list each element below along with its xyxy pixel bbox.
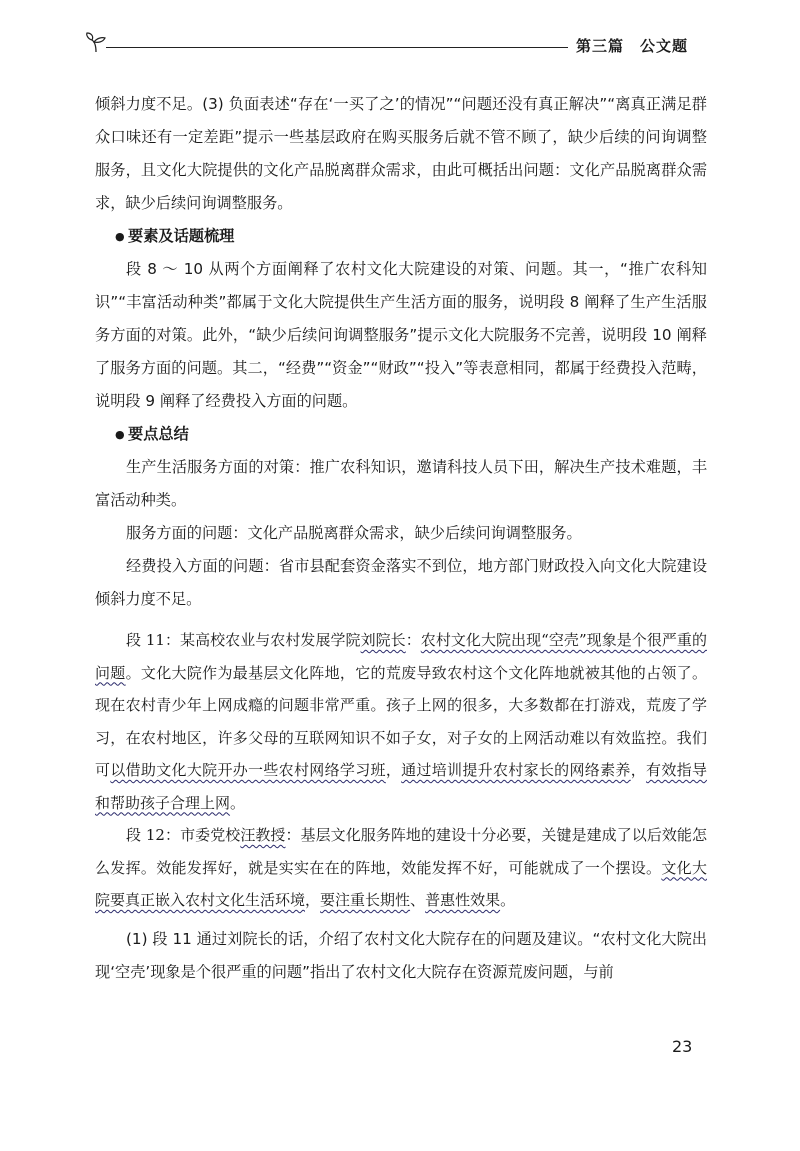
- header-rule: [106, 47, 568, 48]
- heading-summary: ● 要点总结: [95, 418, 707, 451]
- material-section: [95, 624, 707, 917]
- page-number: 23: [672, 1037, 693, 1056]
- underlined-phrase: 有效指导和帮助孩子合理上网: [95, 761, 707, 812]
- section-title: 第三篇 公文题: [576, 37, 689, 55]
- page-content: [95, 88, 707, 989]
- summary-service: 服务方面的问题：文化产品脱离群众需求，缺少后续问询调整服务。: [126, 524, 582, 542]
- summary-production: 生产生活服务方面的对策：推广农科知识，邀请科技人员下田，解决生产技术难题，丰富活动种类。: [95, 458, 707, 509]
- underlined-phrase: 通过培训提升农村家长的网络素养: [401, 761, 631, 779]
- material-paragraph-12: 段 12：市委党校汪教授：基层文化服务阵地的建设十分必要，关键是建成了以后效能怎么发挥。效能发挥好，就是实实在在的阵地，效能发挥不好，可能就成了一个摆设。文化大院要真正嵌入农村文化生活环境，要注重长期性、普惠性效果。: [95, 826, 707, 909]
- underlined-phrase: 农村文化大院出现“空壳”现象是个很严重的问题: [95, 631, 707, 682]
- speaker-liu: 刘院长: [360, 631, 406, 649]
- heading-elements: ● 要素及话题梳理: [95, 220, 707, 253]
- paragraph-continued: 倾斜力度不足。(3) 负面表述“存在‘一买了之’的情况”“问题还没有真正解决”“离真正满足群众口味还有一定差距”提示一些基层政府在购买服务后就不管不顾了，缺少后续的问询调整服务，且文化大院提供的文化产品脱离群众需求，由此可概括出问题：文化产品脱离群众需求，缺少后续问询调整服务。: [95, 95, 707, 212]
- underlined-phrase: 普惠性效果: [425, 891, 501, 909]
- analysis-paragraph: (1) 段 11 通过刘院长的话，介绍了农村文化大院存在的问题及建议。“农村文化大院出现‘空壳’现象是个很严重的问题”指出了农村文化大院存在资源荒废问题，与前: [95, 929, 707, 981]
- summary-funding: 经费投入方面的问题：省市县配套资金落实不到位，地方部门财政投入向文化大院建设倾斜力度不足。: [95, 557, 707, 608]
- underlined-phrase: 以借助文化大院开办一些农村网络学习班: [110, 761, 386, 779]
- underlined-phrase: 要注重长期性: [320, 891, 411, 909]
- bullet-icon: ●: [115, 428, 125, 441]
- sprout-icon: [86, 30, 116, 56]
- running-header: [86, 30, 706, 60]
- material-paragraph-11: 段 11：某高校农业与农村发展学院刘院长：农村文化大院出现“空壳”现象是个很严重的问题。文化大院作为最基层文化阵地，它的荒废导致农村这个文化阵地就被其他的占领了。现在农村青少年上网成瘾的问题非常严重。孩子上网的很多，大多数都在打游戏，荒废了学习，在农村地区，许多父母的互联网知识不如子女，对子女的上网活动难以有效监控。我们可以借助文化大院开办一些农村网络学习班，通过培训提升农村家长的网络素养，有效指导和帮助孩子合理上网。: [95, 631, 707, 812]
- bullet-icon: ●: [115, 230, 125, 243]
- underlined-phrase: 文化大院要真正嵌入农村文化生活环境: [95, 858, 707, 909]
- speaker-wang: 汪教授: [240, 826, 286, 844]
- paragraph-elements: 段 8 ～ 10 从两个方面阐释了农村文化大院建设的对策、问题。其一，“推广农科知识”“丰富活动种类”都属于文化大院提供生产生活方面的服务，说明段 8 阐释了生产生活服务方面的对策。此外，“缺少后续问询调整服务”提示文化大院服务不完善，说明段 10 阐释了服务方面的问题。其二，“经费”“资金”“财政”“投入”等表意相同，都属于经费投入范畴，说明段 9 阐释了经费投入方面的问题。: [95, 260, 707, 410]
